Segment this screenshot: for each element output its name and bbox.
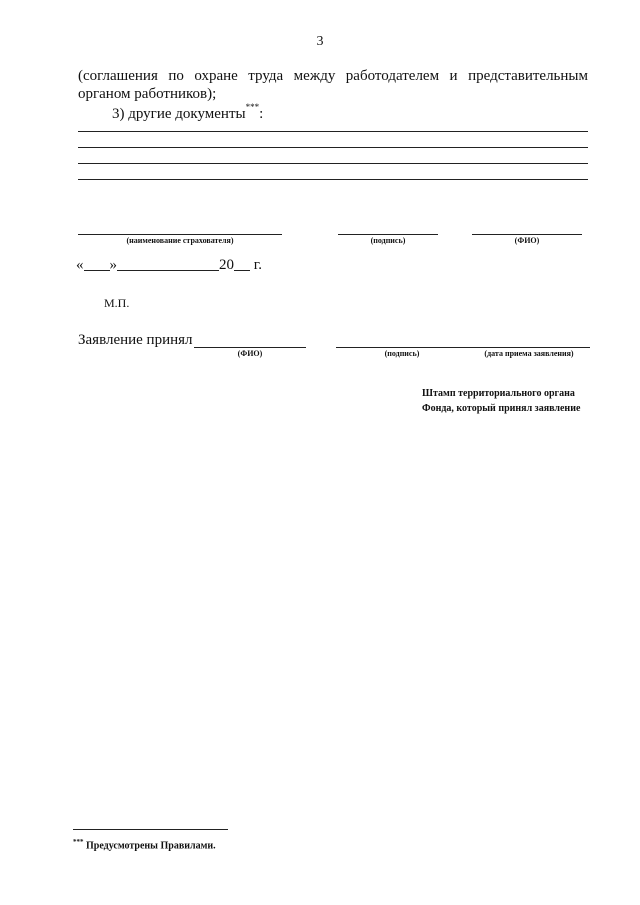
footnote-text: Предусмотрены Правилами. — [86, 840, 216, 852]
fio-line — [472, 234, 582, 235]
insurer-name-caption: (наименование страхователя) — [126, 236, 234, 245]
signature-caption: (подпись) — [370, 236, 406, 245]
footnote — [73, 838, 216, 851]
signature-line — [338, 234, 438, 235]
accepted-fio-line — [194, 347, 306, 348]
item-colon: : — [259, 106, 264, 122]
insurer-name-line — [78, 234, 282, 235]
item-other-documents — [112, 104, 263, 123]
footnote-separator — [73, 829, 228, 830]
accepted-by-label: Заявление принял — [78, 332, 193, 348]
date-close-quote: » — [109, 257, 117, 273]
date-month-blank — [117, 256, 219, 271]
accepted-signature-caption: (подпись) — [384, 349, 420, 358]
fill-line-4 — [78, 179, 588, 180]
paragraph-line-1: (соглашения по охране труда между работодателем и представительным — [78, 68, 588, 84]
stamp-note — [422, 386, 580, 416]
date-line — [76, 256, 262, 274]
fill-line-2 — [78, 147, 588, 148]
seal-label: М.П. — [104, 296, 130, 310]
date-day-blank — [84, 256, 110, 271]
date-year-suffix: г. — [253, 257, 262, 273]
footnote-reference: *** — [245, 102, 260, 112]
paragraph-line-2: органом работников); — [78, 86, 217, 102]
item-other-documents-label: 3) другие документы — [112, 106, 246, 122]
footnote-mark: *** — [73, 838, 84, 846]
fill-line-3 — [78, 163, 588, 164]
fio-caption: (ФИО) — [514, 236, 540, 245]
date-open-quote: « — [76, 257, 84, 273]
stamp-note-line-2: Фонда, который принял заявление — [422, 403, 581, 414]
page-number: 3 — [316, 34, 324, 49]
date-year-prefix: 20 — [219, 257, 234, 273]
fill-line-1 — [78, 131, 588, 132]
accepted-signature-date-line — [336, 347, 590, 348]
accepted-date-caption: (дата приема заявления) — [484, 349, 574, 358]
stamp-note-line-1: Штамп территориального органа — [422, 388, 575, 399]
accepted-fio-caption: (ФИО) — [237, 349, 263, 358]
date-year-blank — [234, 256, 250, 271]
